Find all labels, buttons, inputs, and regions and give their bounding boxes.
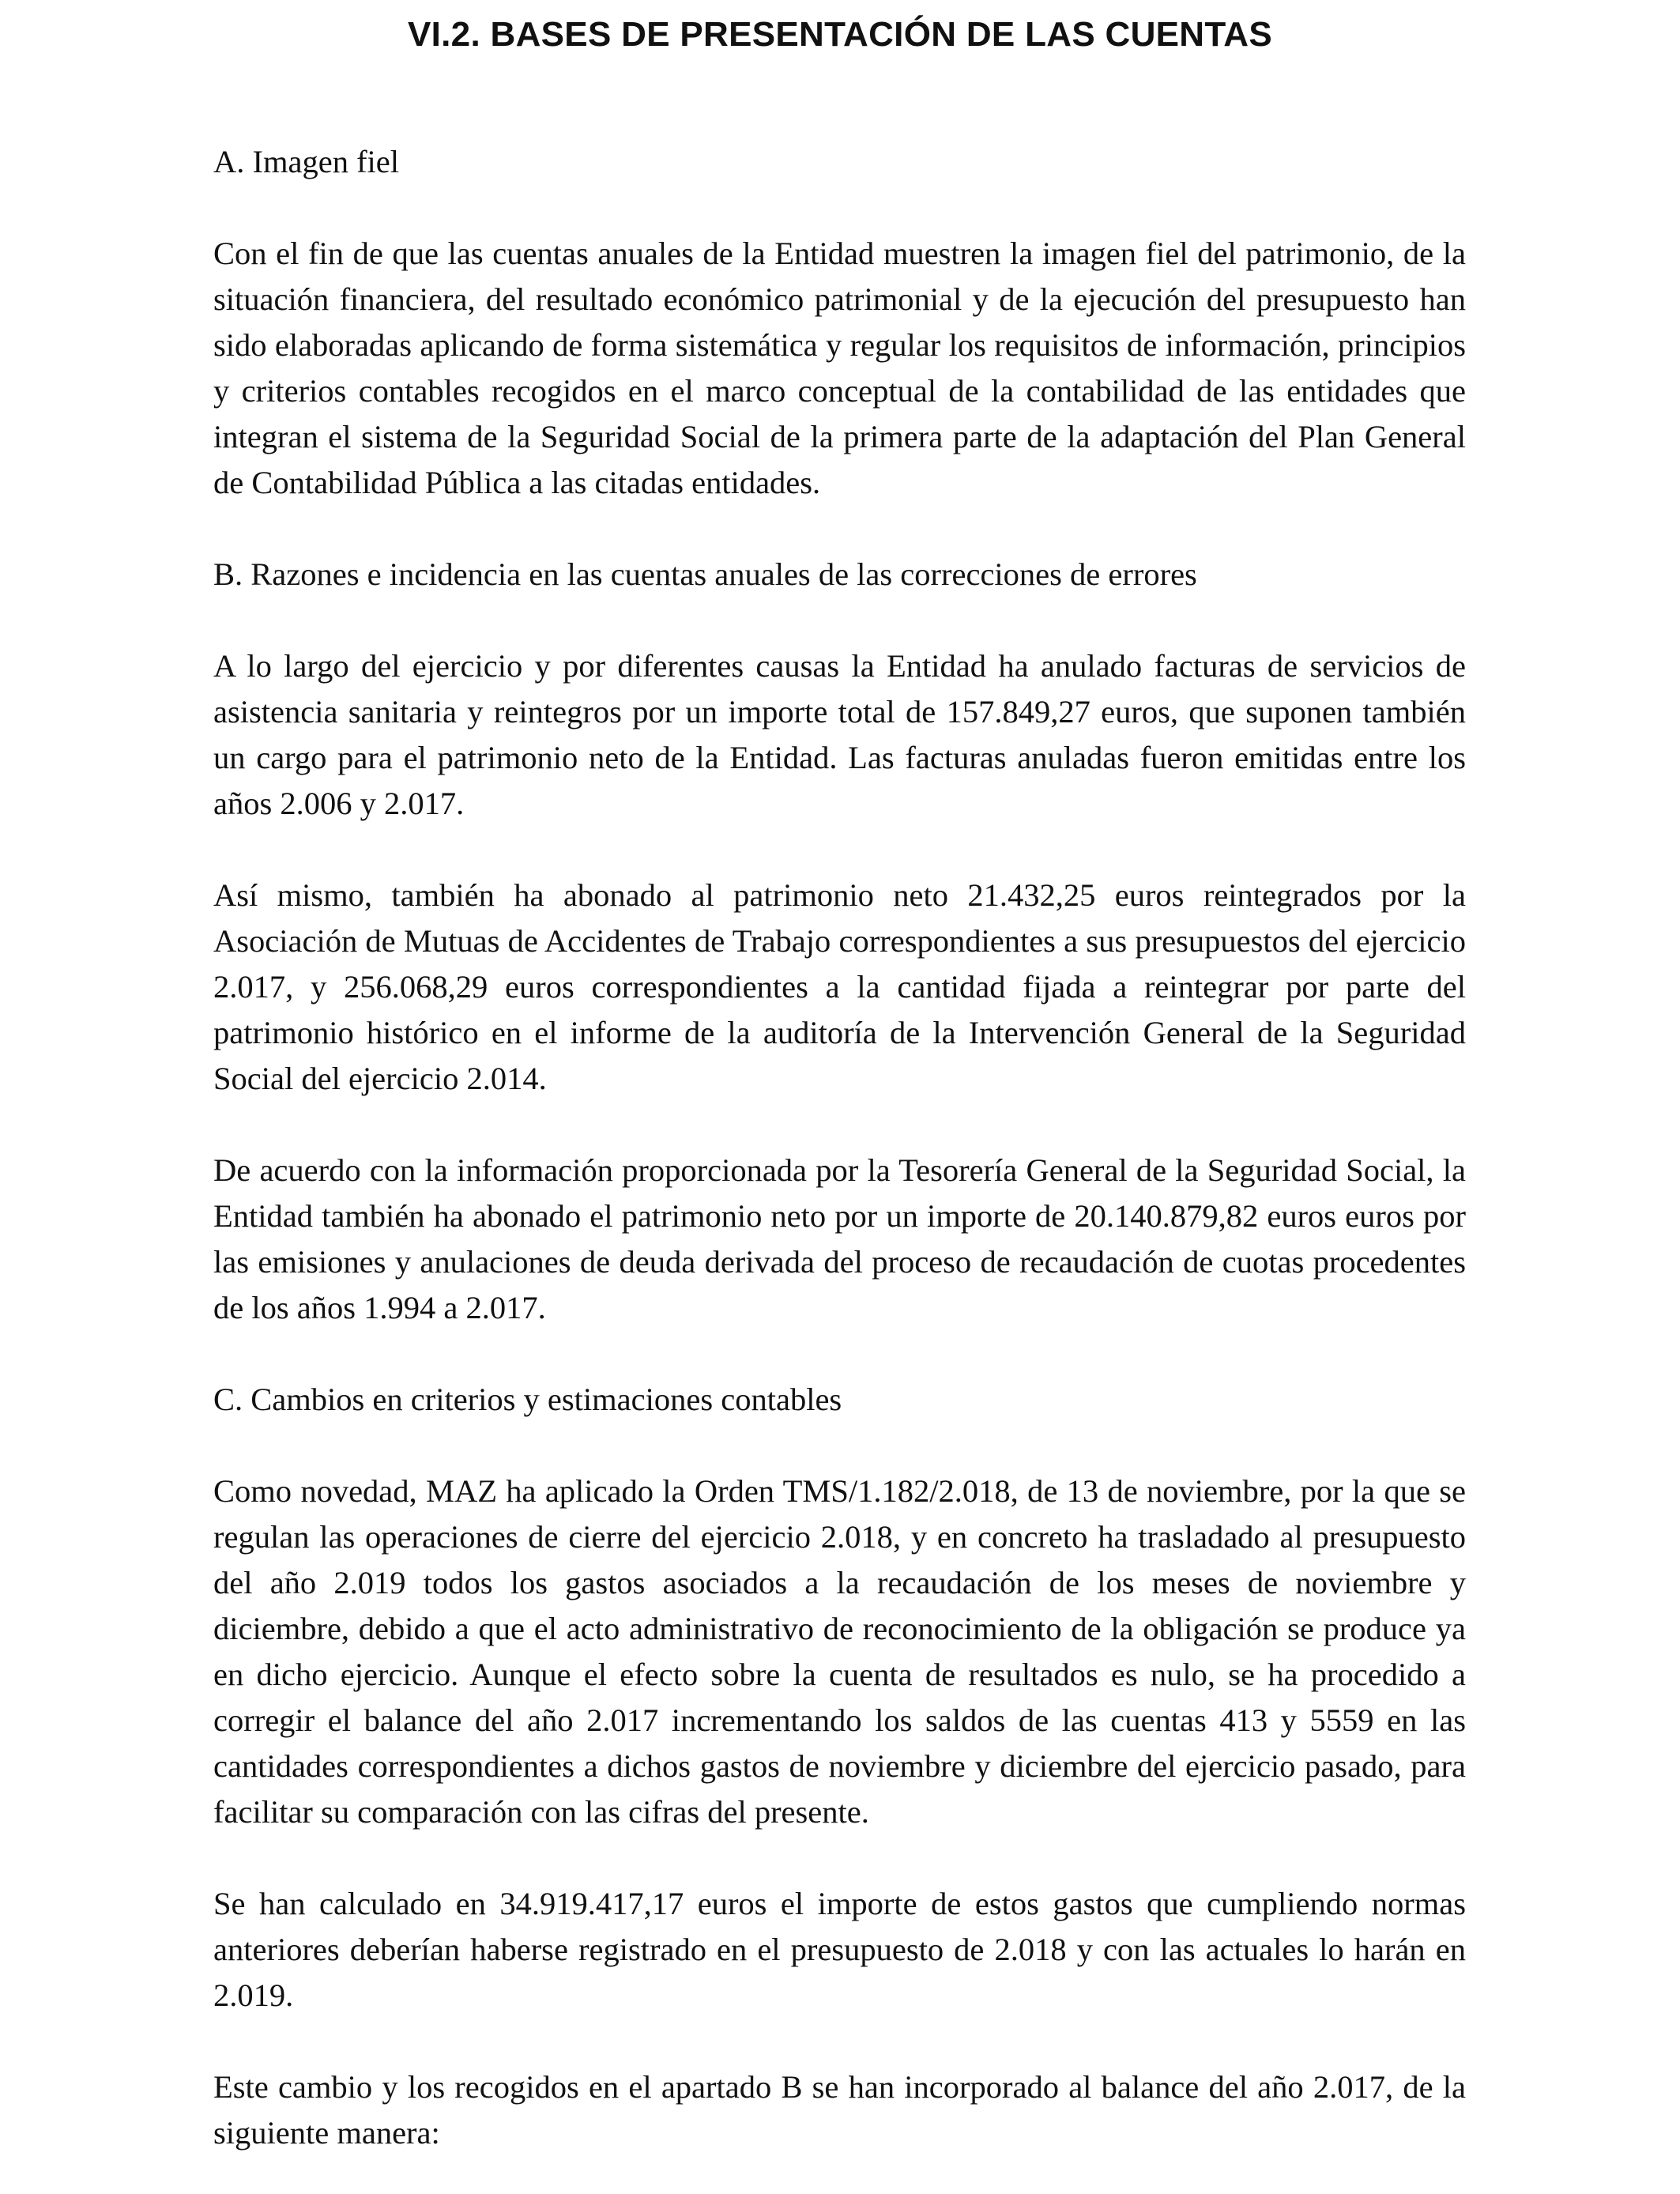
section-c-paragraph-2: Se han calculado en 34.919.417,17 euros el importe de estos gastos que cumpliendo normas anteriores deberían haberse registrado en el presupuesto de 2.018 y con las actuales lo harán en 2.019. [213, 1886, 1466, 2013]
section-b-paragraph-1: A lo largo del ejercicio y por diferentes causas la Entidad ha anulado facturas de servicios de asistencia sanitaria y reintegros por un importe total de 157.849,27 euros, que suponen también un cargo para el patrimonio neto de la Entidad. Las facturas anuladas fueron emitidas entre los años 2.006 y 2.017. [213, 648, 1466, 821]
section-b-paragraph-2: Así mismo, también ha abonado al patrimonio neto 21.432,25 euros reintegrados por la Asociación de Mutuas de Accidentes de Trabajo correspondientes a sus presupuestos del ejercicio 2.017, y 256.068,29 euros correspondientes a la cantidad fijada a reintegrar por parte del patrimonio histórico en el informe de la auditoría de la Intervención General de la Seguridad Social del ejercicio 2.014. [213, 877, 1466, 1096]
section-b-paragraph-3: De acuerdo con la información proporcionada por la Tesorería General de la Seguridad Social, la Entidad también ha abonado el patrimonio neto por un importe de 20.140.879,82 euros euros por las emisiones y anulaciones de deuda derivada del proceso de recaudación de cuotas procedentes de los años 1.994 a 2.017. [213, 1152, 1466, 1325]
section-c-paragraph-1: Como novedad, MAZ ha aplicado la Orden TMS/1.182/2.018, de 13 de noviembre, por la que se regulan las operaciones de cierre del ejercicio 2.018, y en concreto ha trasladado al presupuesto del año 2.019 todos los gastos asociados a la recaudación de los meses de noviembre y diciembre, debido a que el acto administrativo de reconocimiento de la obligación se produce ya en dicho ejercicio. Aunque el efecto sobre la cuenta de resultados es nulo, se ha procedido a corregir el balance del año 2.017 incrementando los saldos de las cuentas 413 y 5559 en las cantidades correspondientes a dichos gastos de noviembre y diciembre del ejercicio pasado, para facilitar su comparación con las cifras del presente. [213, 1473, 1466, 1830]
section-a-heading: A. Imagen fiel [213, 144, 400, 179]
section-b-heading: B. Razones e incidencia en las cuentas anuales de las correcciones de errores [213, 556, 1197, 592]
section-a-paragraph-1: Con el fin de que las cuentas anuales de la Entidad muestren la imagen fiel del patrimonio, de la situación financiera, del resultado económico patrimonial y de la ejecución del presupuesto han sido elaboradas aplicando de forma sistemática y regular los requisitos de información, principios y criterios contables recogidos en el marco conceptual de la contabilidad de las entidades que integran el sistema de la Seguridad Social de la primera parte de la adaptación del Plan General de Contabilidad Pública a las citadas entidades. [213, 236, 1466, 500]
section-c-paragraph-3: Este cambio y los recogidos en el apartado B se han incorporado al balance del año 2.017, de la siguiente manera: [213, 2069, 1466, 2151]
page-title: VI.2. BASES DE PRESENTACIÓN DE LAS CUENTAS [407, 15, 1272, 54]
section-c-heading: C. Cambios en criterios y estimaciones contables [213, 1382, 842, 1417]
